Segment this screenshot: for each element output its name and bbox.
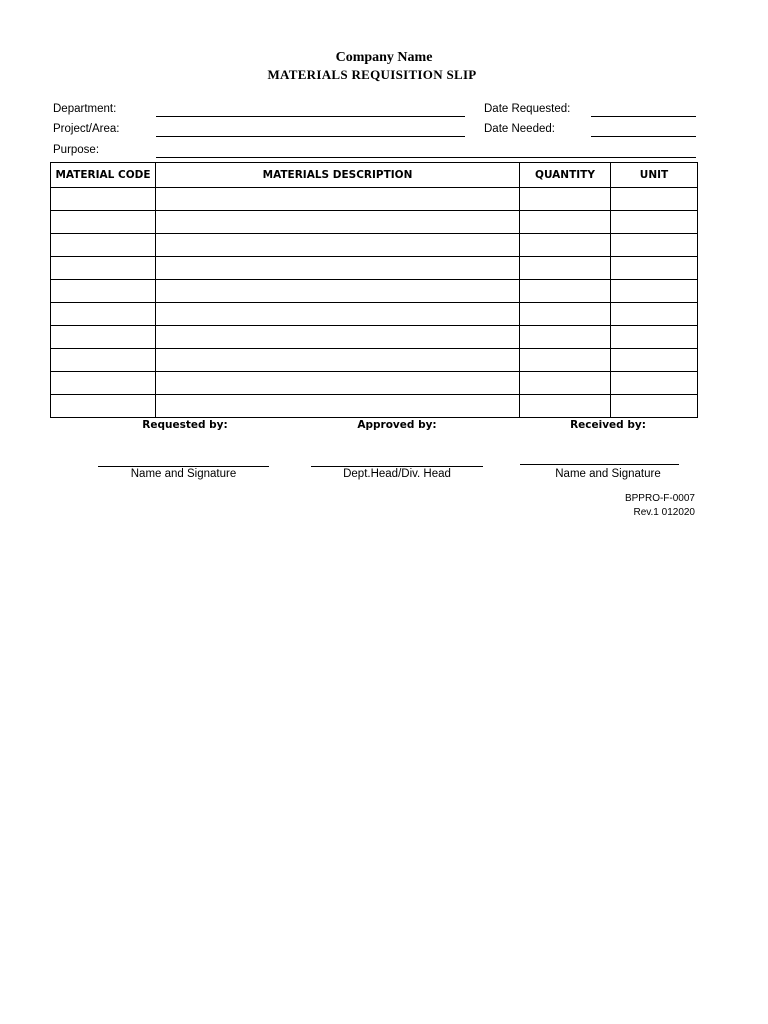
quantity-cell[interactable] [520, 280, 611, 303]
column-header-unit: UNIT [611, 163, 698, 188]
material-code-cell[interactable] [51, 303, 156, 326]
material-code-cell[interactable] [51, 257, 156, 280]
description-cell[interactable] [156, 211, 520, 234]
description-cell[interactable] [156, 280, 520, 303]
unit-cell[interactable] [611, 303, 698, 326]
materials-table [50, 162, 698, 418]
approved-by-label: Approved by: [357, 419, 437, 431]
unit-cell[interactable] [611, 280, 698, 303]
material-code-cell[interactable] [51, 326, 156, 349]
material-code-cell[interactable] [51, 280, 156, 303]
unit-cell[interactable] [611, 395, 698, 418]
approved-signature-line[interactable] [311, 466, 483, 467]
quantity-cell[interactable] [520, 303, 611, 326]
form-title: MATERIALS REQUISITION SLIP [267, 67, 477, 82]
quantity-cell[interactable] [520, 326, 611, 349]
quantity-cell[interactable] [520, 372, 611, 395]
material-code-cell[interactable] [51, 372, 156, 395]
unit-cell[interactable] [611, 234, 698, 257]
project-area-field-line[interactable] [156, 136, 465, 137]
requested-by-label: Requested by: [142, 419, 228, 431]
table-row [51, 326, 698, 349]
unit-cell[interactable] [611, 211, 698, 234]
requested-signature-line[interactable] [98, 466, 269, 467]
purpose-field-line[interactable] [156, 157, 696, 158]
table-row [51, 257, 698, 280]
unit-cell[interactable] [611, 257, 698, 280]
quantity-cell[interactable] [520, 234, 611, 257]
project-area-label: Project/Area: [53, 123, 120, 135]
department-label: Department: [53, 103, 117, 115]
column-header-materials-description: MATERIALS DESCRIPTION [156, 163, 520, 188]
unit-cell[interactable] [611, 188, 698, 211]
received-signature-caption: Name and Signature [555, 468, 661, 480]
table-header-row [51, 163, 698, 188]
form-code: BPPRO-F-0007 [624, 493, 695, 504]
description-cell[interactable] [156, 234, 520, 257]
material-code-cell[interactable] [51, 395, 156, 418]
table-row [51, 349, 698, 372]
description-cell[interactable] [156, 257, 520, 280]
approved-signature-caption: Dept.Head/Div. Head [343, 468, 451, 480]
company-name: Company Name [335, 50, 433, 65]
material-code-cell[interactable] [51, 188, 156, 211]
unit-cell[interactable] [611, 326, 698, 349]
unit-cell[interactable] [611, 372, 698, 395]
form-revision: Rev.1 012020 [633, 507, 695, 518]
table-row [51, 234, 698, 257]
purpose-label: Purpose: [53, 144, 100, 156]
date-requested-label: Date Requested: [484, 103, 571, 115]
description-cell[interactable] [156, 395, 520, 418]
material-code-cell[interactable] [51, 234, 156, 257]
table-row [51, 303, 698, 326]
quantity-cell[interactable] [520, 349, 611, 372]
date-needed-field-line[interactable] [591, 136, 696, 137]
date-requested-field-line[interactable] [591, 116, 696, 117]
table-row [51, 188, 698, 211]
quantity-cell[interactable] [520, 395, 611, 418]
column-header-quantity: QUANTITY [520, 163, 611, 188]
date-needed-label: Date Needed: [484, 123, 555, 135]
requested-signature-caption: Name and Signature [130, 468, 237, 480]
description-cell[interactable] [156, 326, 520, 349]
table-row [51, 211, 698, 234]
received-signature-line[interactable] [520, 464, 679, 465]
table-row [51, 280, 698, 303]
quantity-cell[interactable] [520, 188, 611, 211]
description-cell[interactable] [156, 372, 520, 395]
table-row [51, 395, 698, 418]
received-by-label: Received by: [570, 419, 646, 431]
description-cell[interactable] [156, 303, 520, 326]
unit-cell[interactable] [611, 349, 698, 372]
description-cell[interactable] [156, 188, 520, 211]
material-code-cell[interactable] [51, 211, 156, 234]
description-cell[interactable] [156, 349, 520, 372]
column-header-material-code: MATERIAL CODE [51, 163, 156, 188]
department-field-line[interactable] [156, 116, 465, 117]
table-row [51, 372, 698, 395]
material-code-cell[interactable] [51, 349, 156, 372]
quantity-cell[interactable] [520, 257, 611, 280]
quantity-cell[interactable] [520, 211, 611, 234]
